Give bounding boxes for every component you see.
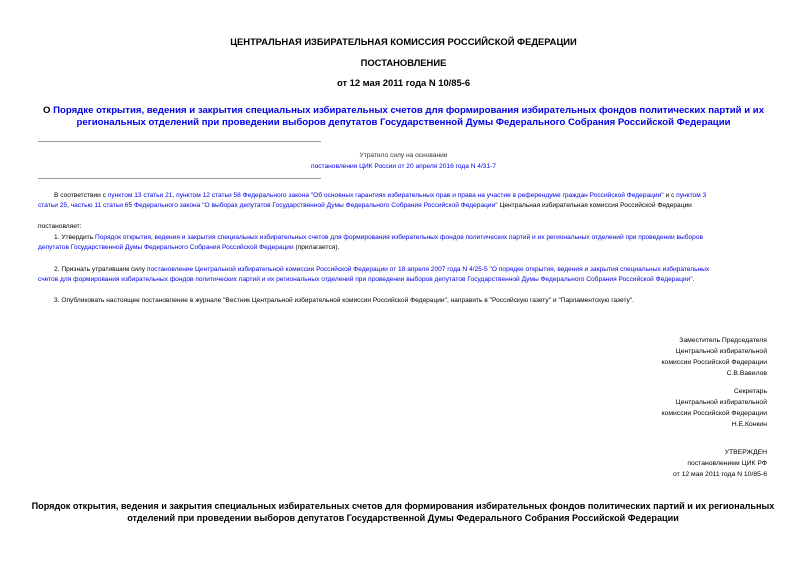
approved-label: УТВЕРЖДЕН [724, 449, 767, 456]
document-type-heading: ПОСТАНОВЛЕНИЕ [360, 57, 447, 68]
preamble-text: В соответствии с [54, 192, 108, 199]
preamble-text: , [172, 192, 177, 199]
law-reference-link[interactable]: частью 11 статьи 65 Федерального закона "О выборах депутатов Государственной Думы Федерального Собрания Российской Федерации" [70, 202, 498, 209]
item-2-line-2 [38, 275, 770, 285]
law-reference-link[interactable]: пунктом 12 статьи 58 Федерального закона "Об основных гарантиях избирательных прав и права на участие в референдуме граждан Российской Федерации" [176, 192, 664, 199]
repealed-resolution-link[interactable]: счетов для формирования избирательных фондов политических партий и их региональных отделений при проведении выборов депутатов Государственной Думы Федерального Собрания Российской Федерации" [38, 276, 693, 283]
signature-position: Заместитель Председателя [679, 337, 767, 344]
document-date-number: от 12 мая 2011 года N 10/85-6 [336, 77, 471, 88]
item-text: 1. Утвердить [54, 234, 95, 241]
item-1-line-2 [38, 243, 770, 253]
title-link-part-2[interactable]: региональных отделений при проведении выборов депутатов Государственной Думы Федерального Собрания Российской Федерации [76, 117, 731, 128]
approved-date: от 12 мая 2011 года N 10/85-6 [672, 471, 767, 478]
procedure-link[interactable]: депутатов Государственной Думы Федерального Собрания Российской Федерации [38, 244, 294, 251]
repealed-resolution-link[interactable]: постановление Центральной избирательной комиссии Российской Федерации от 18 апреля 2007 года N 4/25-5 "О порядке открытия, ведения и закрытия специальных избирательных [146, 266, 710, 273]
signature-position: комиссии Российской Федерации [661, 410, 767, 417]
appendix-title-line-2: отделений при проведении выборов депутатов Государственной Думы Федерального Собрания Российской Федерации [127, 513, 679, 523]
title-prefix: О [42, 105, 54, 116]
resolution-item-3: 3. Опубликовать настоящее постановление в журнале "Вестник Центральной избирательной комиссии Российской Федерации", направить в "Российскую газету" и "Парламентскую газету". [54, 297, 635, 304]
preamble-text: , [67, 202, 71, 209]
preamble-line-1 [38, 191, 770, 201]
law-reference-link[interactable]: пунктом 13 статьи 21 [107, 192, 173, 199]
approved-by: постановлением ЦИК РФ [687, 460, 767, 467]
approval-stamp [673, 447, 767, 480]
separator-line [38, 141, 321, 142]
expired-link[interactable]: постановления ЦИК России от 20 апреля 2016 года N 4/31-7 [311, 163, 496, 170]
resolves-label: постановляет: [38, 223, 82, 230]
signatory-name: Н.Е.Конкин [731, 421, 767, 428]
item-text: (прилагается). [293, 244, 340, 251]
procedure-link[interactable]: Порядок открытия, ведения и закрытия специальных избирательных счетов для формирования избирательных фондов политических партий и их региональных отделений при проведении выборов [94, 234, 703, 241]
title-link-part-1[interactable]: Порядке открытия, ведения и закрытия специальных избирательных счетов для формирования избирательных фондов политических партий и их [53, 105, 765, 116]
signatory-name: С.В.Вавилов [726, 370, 767, 377]
signature-block-deputy-chairman [662, 335, 768, 379]
signature-position: Центральной избирательной [675, 399, 767, 406]
signature-position: комиссии Российской Федерации [661, 359, 767, 366]
item-text: 2. Признать утратившим силу [54, 266, 147, 273]
appendix-title-line-1: Порядок открытия, ведения и закрытия специальных избирательных счетов для формирования избирательных фондов политических партий и их региональных [31, 501, 775, 511]
item-text: . [692, 276, 695, 283]
preamble-paragraph [38, 191, 770, 211]
document-title [0, 105, 807, 129]
appendix-title [28, 500, 778, 524]
signature-position: Центральной избирательной [675, 348, 767, 355]
expired-notice: Утратило силу на основании [359, 152, 448, 159]
separator-line [38, 178, 321, 179]
signature-position: Секретарь [733, 388, 767, 395]
preamble-text: и с [663, 192, 677, 199]
signature-block-secretary [662, 386, 768, 430]
title-line-1 [0, 105, 807, 117]
law-reference-link[interactable]: статьи 25 [38, 202, 68, 209]
issuer-heading: ЦЕНТРАЛЬНАЯ ИЗБИРАТЕЛЬНАЯ КОМИССИЯ РОССИЙСКОЙ ФЕДЕРАЦИИ [230, 36, 577, 47]
preamble-line-2 [38, 201, 770, 211]
law-reference-link[interactable]: пунктом 3 [676, 192, 707, 199]
preamble-text: Центральная избирательная комиссия Российской Федерации [497, 202, 692, 209]
resolution-item-2 [38, 265, 770, 285]
resolution-item-1 [38, 233, 770, 253]
item-2-line-1 [38, 265, 770, 275]
item-1-line-1 [38, 233, 770, 243]
